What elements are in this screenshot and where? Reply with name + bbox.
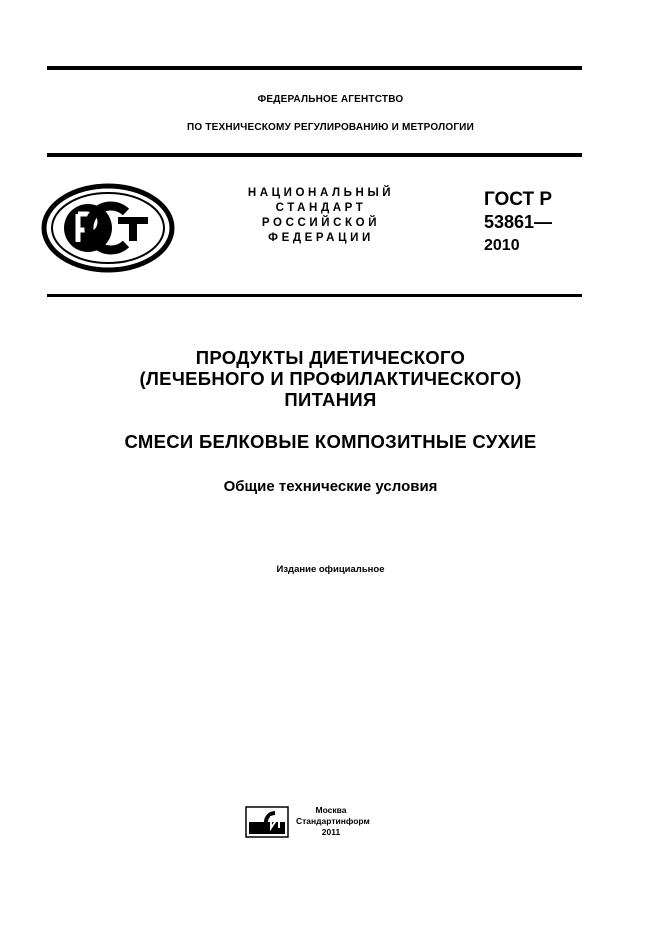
title-line-2: (ЛЕЧЕБНОГО И ПРОФИЛАКТИЧЕСКОГО) (139, 368, 522, 389)
title-line-1: ПРОДУКТЫ ДИЕТИЧЕСКОГО (195, 347, 466, 368)
edition-label: Издание официальное (276, 564, 385, 575)
top-rule (47, 66, 582, 70)
imprint-year: 2011 (321, 827, 341, 837)
document-title (0, 347, 661, 410)
publication-imprint (296, 805, 370, 838)
national-standard-label (222, 186, 420, 246)
rst-certification-logo (40, 182, 176, 279)
national-standard-line-3: РОССИЙСКОЙ (261, 217, 381, 229)
agency-line-1: ФЕДЕРАЛЬНОЕ АГЕНТСТВО (257, 94, 404, 105)
mid-rule (47, 294, 582, 297)
national-standard-line-2: СТАНДАРТ (275, 202, 367, 214)
designation-year: 2010 (484, 237, 520, 254)
designation-number: 53861— (484, 212, 553, 232)
designation-prefix: ГОСТ Р (484, 189, 553, 210)
header-rule (47, 153, 582, 157)
title-line-4: СМЕСИ БЕЛКОВЫЕ КОМПОЗИТНЫЕ СУХИЕ (124, 431, 537, 452)
imprint-city: Москва (315, 805, 347, 815)
agency-line-2: ПО ТЕХНИЧЕСКОМУ РЕГУЛИРОВАНИЮ И МЕТРОЛОГИИ (187, 122, 474, 133)
standartinform-logo (245, 806, 289, 843)
document-title-secondary (0, 431, 661, 452)
imprint-publisher: Стандартинформ (296, 816, 370, 826)
document-subtitle: Общие технические условия (223, 478, 438, 495)
national-standard-line-1: НАЦИОНАЛЬНЫЙ (247, 187, 395, 199)
standard-designation (484, 188, 552, 257)
title-line-3: ПИТАНИЯ (284, 389, 377, 410)
national-standard-line-4: ФЕДЕРАЦИИ (268, 232, 374, 244)
